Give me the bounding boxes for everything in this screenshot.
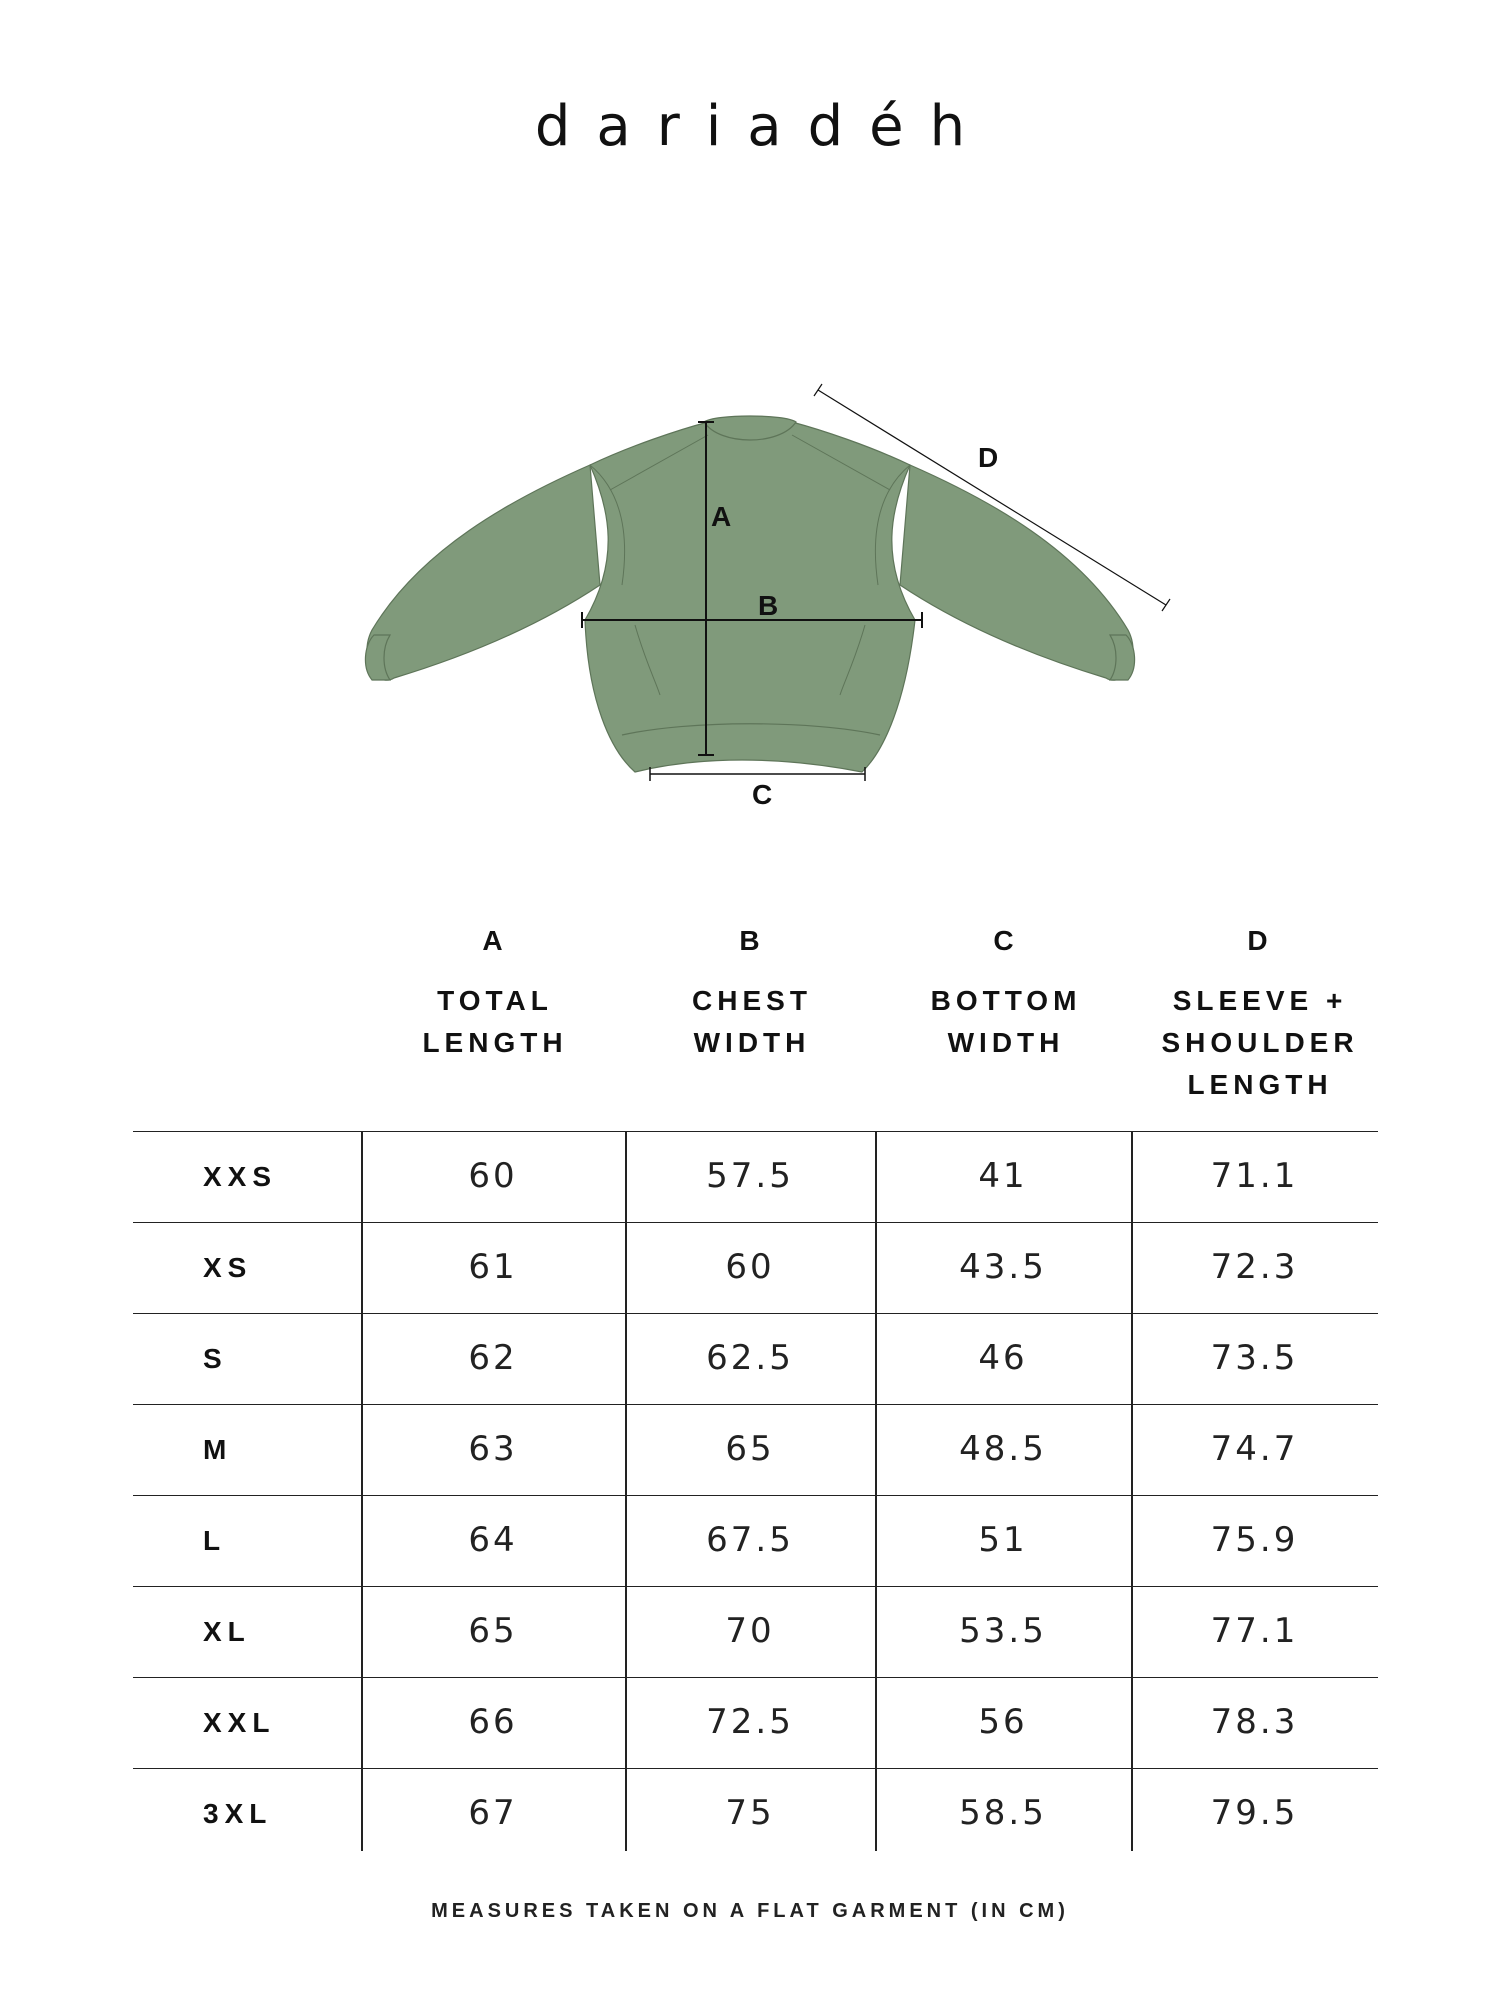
- brand-logo: dariadéh: [534, 94, 992, 159]
- chest-width-value: 57.5: [706, 1156, 794, 1196]
- bottom-width-value: 46: [978, 1338, 1028, 1378]
- chest-width-value: 67.5: [706, 1520, 794, 1560]
- total-length-value: 66: [468, 1702, 518, 1742]
- label-c: C: [752, 779, 773, 810]
- sleeve-shoulder-value: 75.9: [1210, 1520, 1299, 1560]
- column-header-a: [380, 920, 610, 1064]
- table-row: [133, 1313, 1378, 1404]
- measurement-footnote: MEASURES TAKEN ON A FLAT GARMENT (IN CM): [431, 1900, 1069, 1922]
- bottom-width-value: 41: [978, 1156, 1028, 1196]
- sleeve-shoulder-value: 71.1: [1210, 1156, 1299, 1196]
- bottom-width-value: 53.5: [959, 1611, 1047, 1651]
- chest-width-value: 72.5: [706, 1702, 794, 1742]
- total-length-value: 60: [468, 1156, 518, 1196]
- sleeve-shoulder-value: 73.5: [1210, 1338, 1299, 1378]
- sleeve-shoulder-value: 77.1: [1210, 1611, 1299, 1651]
- chest-width-value: 60: [725, 1247, 775, 1287]
- bottom-width-value: 43.5: [959, 1247, 1047, 1287]
- table-row: [133, 1131, 1378, 1222]
- total-length-value: 61: [468, 1247, 518, 1287]
- garment-diagram: [360, 380, 1180, 820]
- column-letter: A: [482, 925, 508, 956]
- column-name: SLEEVE + SHOULDER LENGTH: [1161, 985, 1359, 1100]
- column-header-c: [891, 920, 1121, 1064]
- table-row: [133, 1222, 1378, 1313]
- chest-width-value: 62.5: [706, 1338, 794, 1378]
- column-header-d: [1145, 920, 1375, 1106]
- size-label: XS: [203, 1252, 253, 1283]
- table-row: [133, 1768, 1378, 1859]
- bottom-width-value: 48.5: [959, 1429, 1047, 1469]
- chest-width-value: 75: [725, 1793, 775, 1833]
- chest-width-value: 70: [725, 1611, 775, 1651]
- total-length-value: 65: [468, 1611, 518, 1651]
- sleeve-shoulder-value: 72.3: [1210, 1247, 1299, 1287]
- sleeve-shoulder-value: 78.3: [1210, 1702, 1299, 1742]
- size-label: 3XL: [203, 1798, 273, 1829]
- column-name: BOTTOM WIDTH: [930, 985, 1082, 1058]
- column-name: CHEST WIDTH: [692, 985, 812, 1058]
- size-label: M: [203, 1434, 233, 1465]
- sweatshirt-illustration: [365, 416, 1134, 772]
- chest-width-value: 65: [725, 1429, 775, 1469]
- column-name: TOTAL LENGTH: [422, 985, 568, 1058]
- column-header-b: [637, 920, 867, 1064]
- total-length-value: 63: [468, 1429, 518, 1469]
- sleeve-shoulder-value: 79.5: [1210, 1793, 1299, 1833]
- column-letter: D: [1247, 925, 1273, 956]
- label-d: D: [978, 442, 999, 473]
- size-label: L: [203, 1525, 227, 1556]
- sleeve-shoulder-value: 74.7: [1210, 1429, 1299, 1469]
- bottom-width-value: 51: [978, 1520, 1028, 1560]
- size-label: XXL: [203, 1707, 276, 1738]
- label-a: A: [711, 501, 732, 532]
- size-table: [133, 1131, 1378, 1851]
- table-row: [133, 1495, 1378, 1586]
- total-length-value: 64: [468, 1520, 518, 1560]
- table-row: [133, 1586, 1378, 1677]
- label-b: B: [758, 590, 779, 621]
- column-letter: B: [739, 925, 765, 956]
- total-length-value: 62: [468, 1338, 518, 1378]
- column-letter: C: [993, 925, 1019, 956]
- bottom-width-value: 58.5: [959, 1793, 1047, 1833]
- table-row: [133, 1404, 1378, 1495]
- bottom-width-value: 56: [978, 1702, 1028, 1742]
- size-label: XXS: [203, 1161, 278, 1192]
- size-label: XL: [203, 1616, 251, 1647]
- size-label: S: [203, 1343, 228, 1374]
- total-length-value: 67: [468, 1793, 518, 1833]
- table-row: [133, 1677, 1378, 1768]
